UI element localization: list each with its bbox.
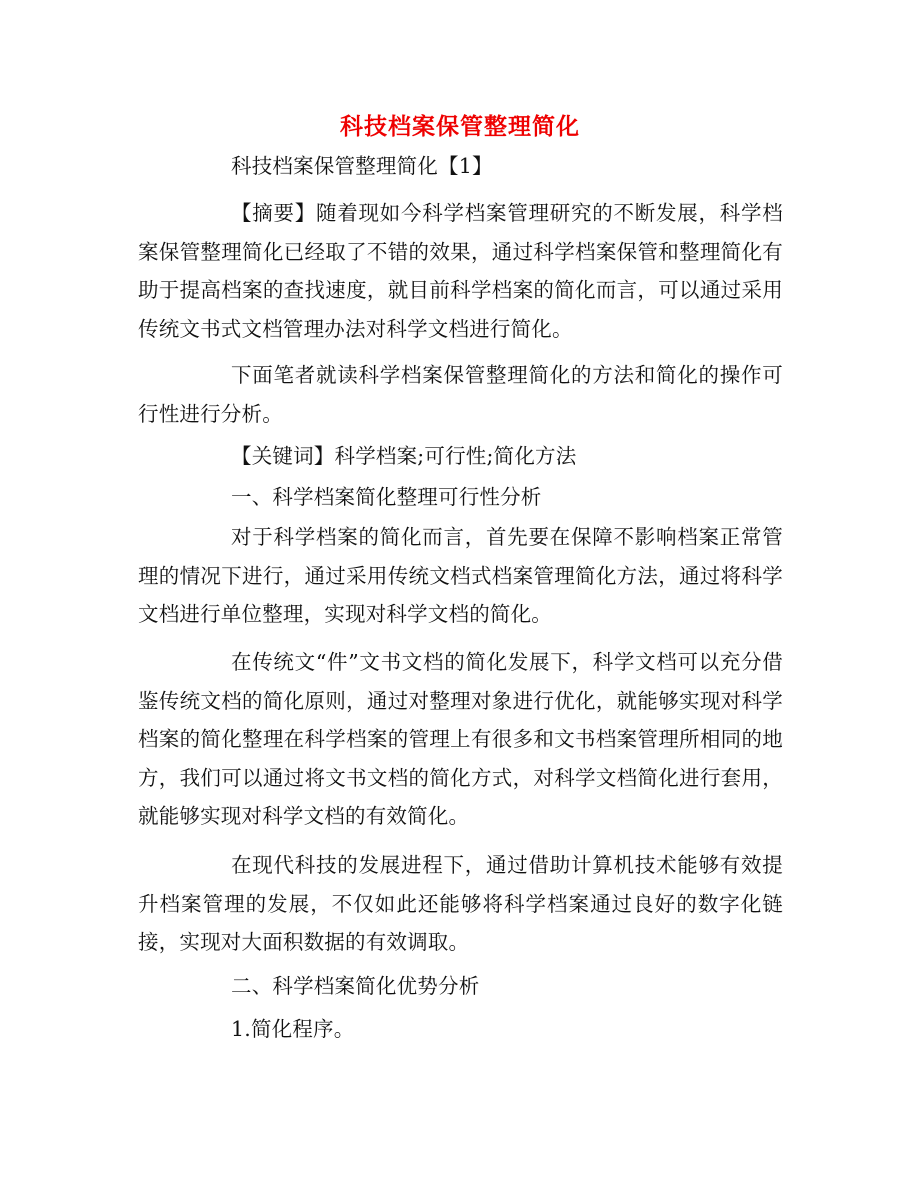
section-heading-1: 一、科学档案简化整理可行性分析	[231, 485, 542, 509]
body-paragraph: 下面笔者就读科学档案保管整理简化的方法和简化的操作可行性进行分析。	[138, 363, 783, 426]
subtitle-paragraph: 科技档案保管整理简化【1】	[231, 154, 493, 178]
section-heading-2: 二、科学档案简化优势分析	[231, 974, 480, 998]
body-paragraph: 在传统文“件”文书文档的简化发展下，科学文档可以充分借鉴传统文档的简化原则，通过对整理对象进行优化，就能够实现对科学档案的简化整理在科学档案的管理上有很多和文书档案管理所相同的地方，我们可以通过将文书文档的简化方式，对科学文档简化进行套用，就能够实现对科学文档的有效简化。	[138, 650, 783, 828]
abstract-paragraph: 【摘要】随着现如今科学档案管理研究的不断发展，科学档案保管整理简化已经取了不错的效果，通过科学档案保管和整理简化有助于提高档案的查找速度，就目前科学档案的简化而言，可以通过采用传统文书式文档管理办法对科学文档进行简化。	[138, 201, 783, 341]
body-paragraph: 对于科学档案的简化而言，首先要在保障不影响档案正常管理的情况下进行，通过采用传统文档式档案管理简化方法，通过将科学文档进行单位整理，实现对科学文档的简化。	[138, 525, 783, 626]
document-title: 科技档案保管整理简化	[340, 113, 580, 140]
body-paragraph: 在现代科技的发展进程下，通过借助计算机技术能够有效提升档案管理的发展，不仅如此还能够将科学档案通过良好的数字化链接，实现对大面积数据的有效调取。	[138, 853, 783, 954]
list-item: 1.简化程序。	[231, 1017, 355, 1041]
keywords-paragraph: 【关键词】科学档案;可行性;简化方法	[231, 444, 577, 468]
